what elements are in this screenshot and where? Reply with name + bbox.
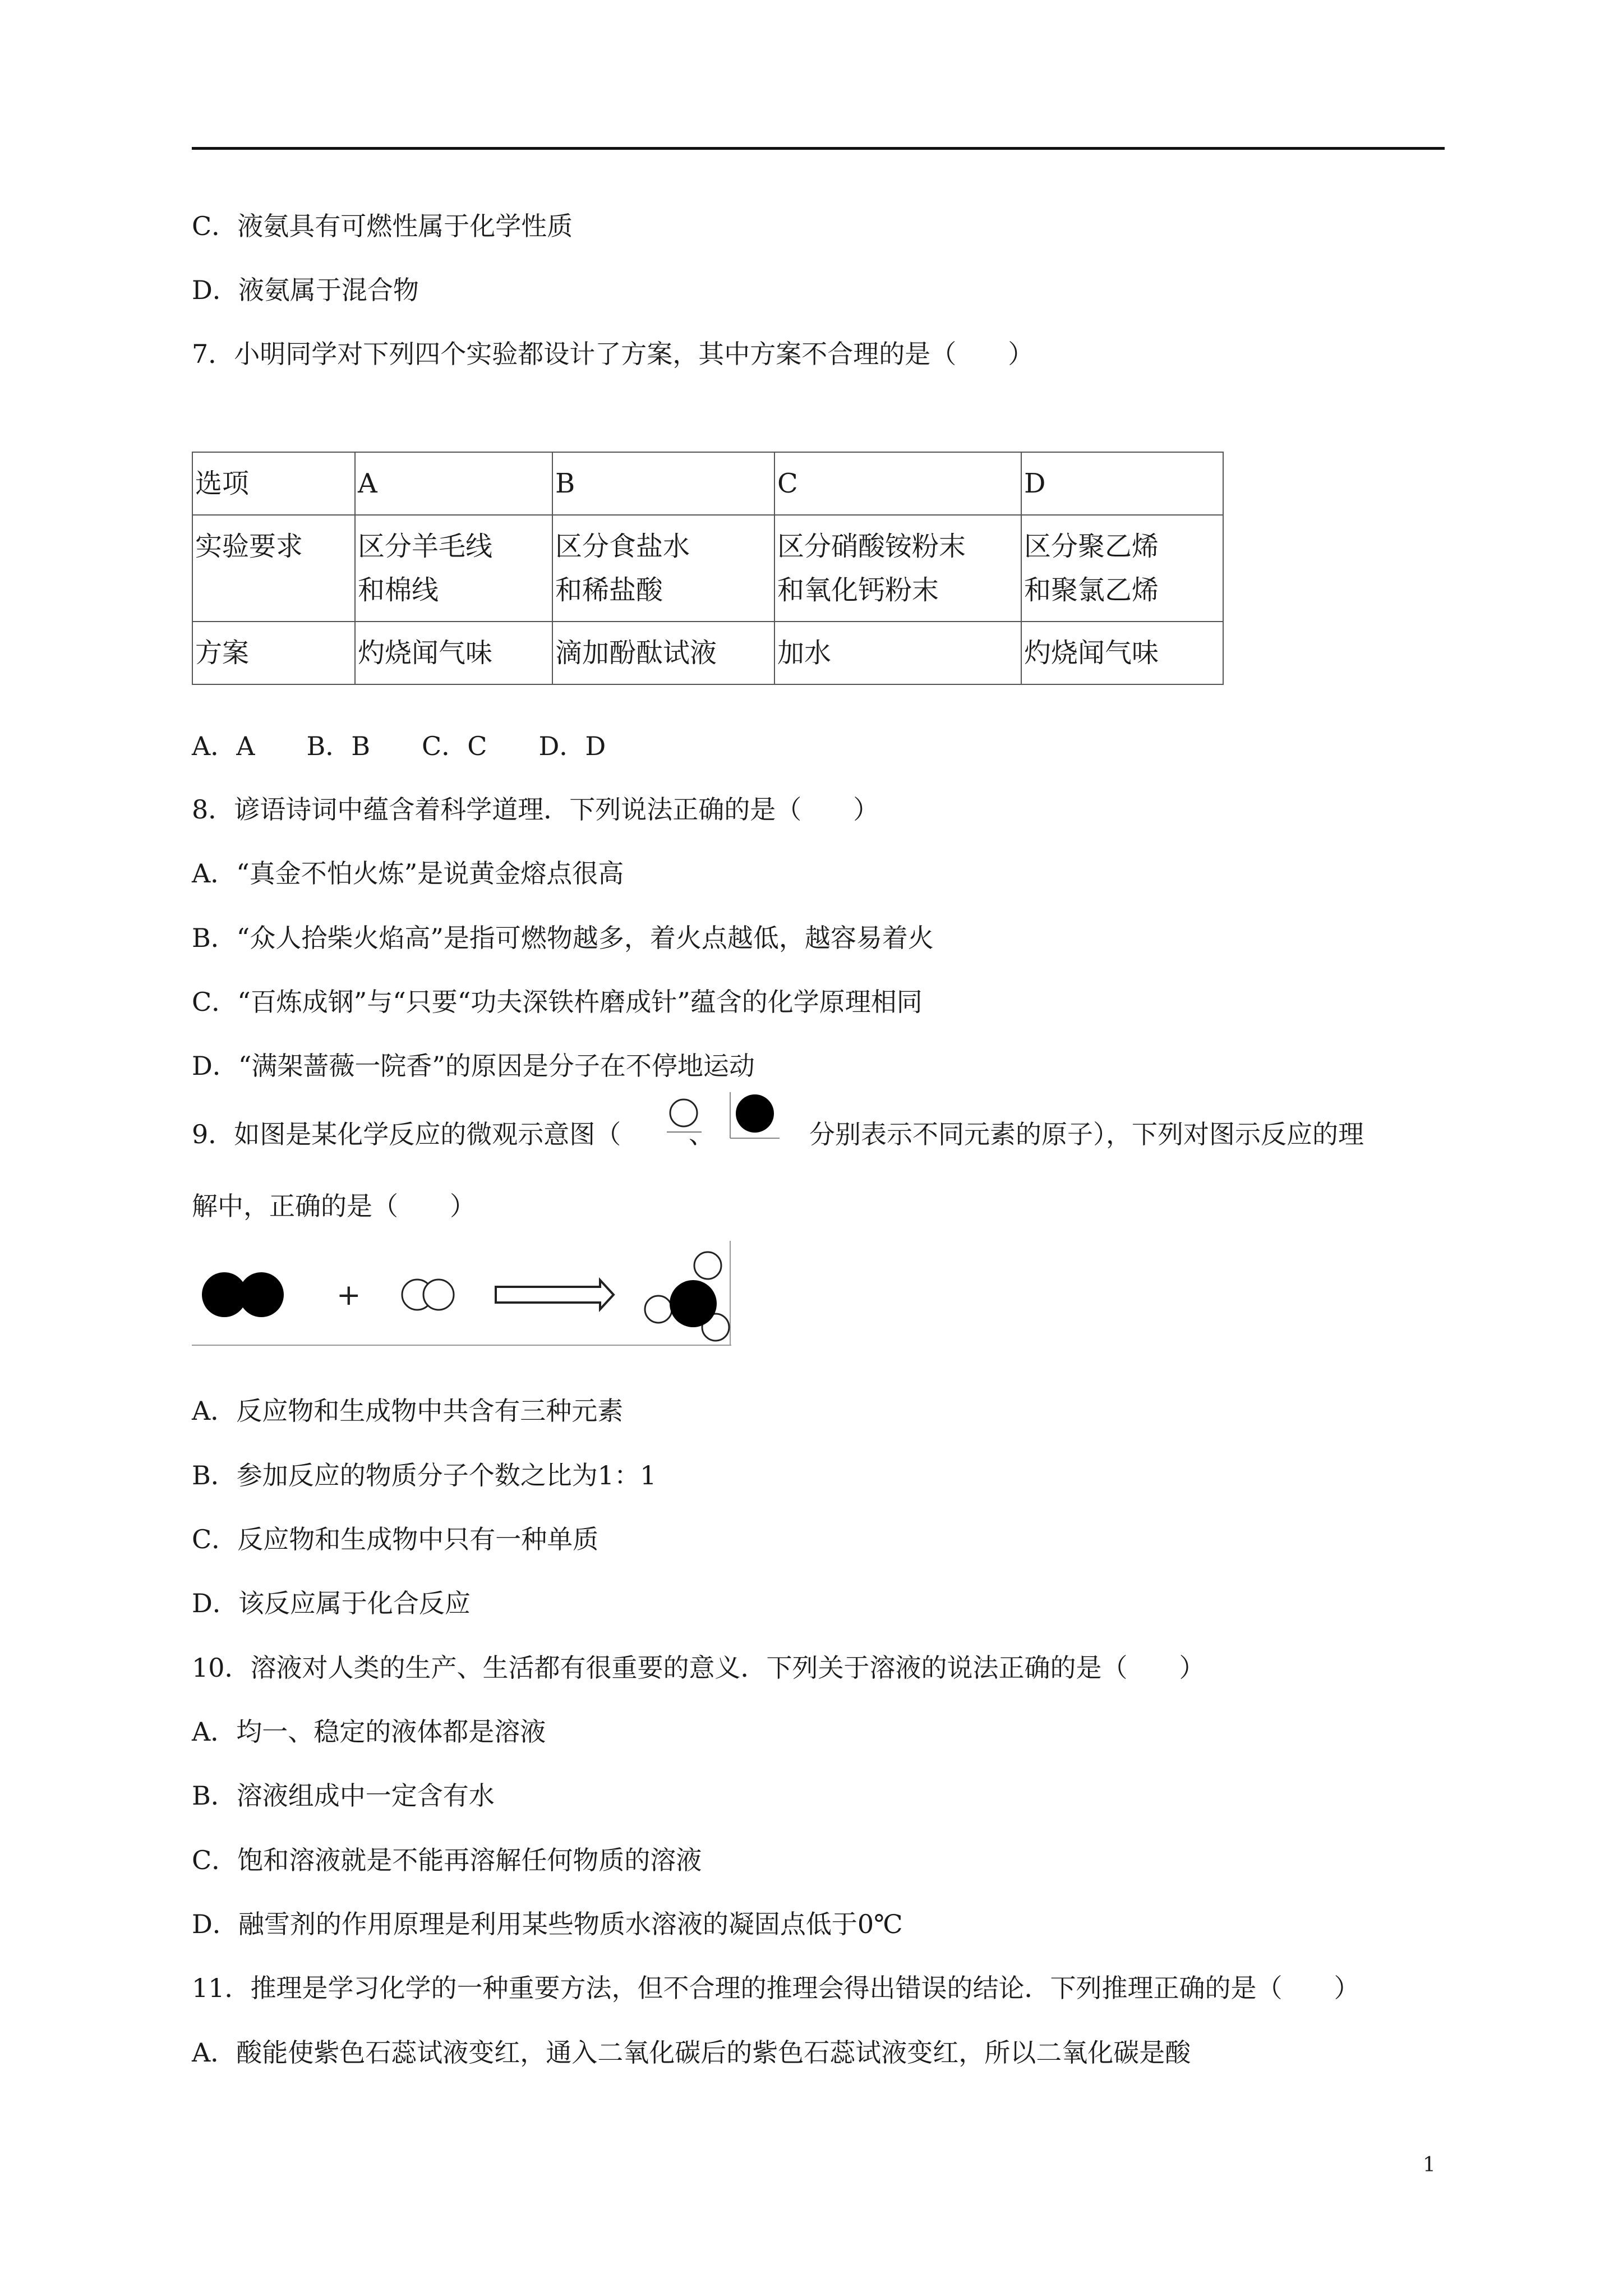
options-table [192,452,1224,685]
q9-option-a: A．反应物和生成物中共含有三种元素 [192,1396,624,1426]
plus-sign: + [336,1278,361,1312]
q11-option-a: A．酸能使紫色石蕊试液变红，通入二氧化碳后的紫色石蕊试液变红，所以二氧化碳是酸 [192,2037,1191,2068]
q9-option-b: B．参加反应的物质分子个数之比为1：1 [192,1460,657,1490]
q8-option-b: B．“众人拾柴火焰高”是指可燃物越多，着火点越低，越容易着火 [192,923,934,953]
q6-option-c: C．液氨具有可燃性属于化学性质 [192,211,573,241]
table-cell: 区分硝酸铵粉末 和氧化钙粉末 [774,515,1021,622]
table-cell: 滴加酚酞试液 [552,622,774,684]
table-row [192,515,1223,622]
q10-option-c: C．饱和溶液就是不能再溶解任何物质的溶液 [192,1845,702,1875]
question-7: 7．小明同学对下列四个实验都设计了方案，其中方案不合理的是（ ） [192,339,1034,369]
question-7-choices: A．A B．B C．C D．D [192,731,606,761]
page-number: 1 [1423,2154,1436,2177]
table-cell: 实验要求 [192,515,355,622]
question-9-cont: 解中，正确的是（ ） [192,1191,476,1221]
table-row [192,622,1223,684]
legend-separator: 、 [689,1119,714,1149]
header-rule [192,147,1445,150]
table-cell: C [774,452,1021,515]
q8-option-d: D．“满架蔷薇一院香”的原因是分子在不停地运动 [192,1051,755,1081]
question-10: 10．溶液对人类的生产、生活都有很重要的意义．下列关于溶液的说法正确的是（ ） [192,1653,1205,1683]
table-row [192,452,1223,515]
question-9-start: 9．如图是某化学反应的微观示意图（ [192,1119,621,1149]
question-11: 11．推理是学习化学的一种重要方法，但不合理的推理会得出错误的结论．下列推理正确的是（ ） [192,1973,1360,2003]
product-molecule [645,1252,729,1341]
table-cell: 区分聚乙烯 和聚氯乙烯 [1021,515,1223,622]
reaction-diagram [192,1241,731,1347]
reaction-arrow-icon [496,1280,614,1309]
table-cell: 加水 [774,622,1021,684]
q6-option-d: D．液氨属于混合物 [192,275,419,305]
table-cell: 区分食盐水 和稀盐酸 [552,515,774,622]
q8-option-a: A．“真金不怕火炼”是说黄金熔点很高 [192,858,624,889]
q9-option-c: C．反应物和生成物中只有一种单质 [192,1524,599,1554]
table-cell: D [1021,452,1223,515]
question-9-mid: 分别表示不同元素的原子），下列对图示反应的理 [809,1119,1364,1149]
table-cell: 方案 [192,622,355,684]
q10-option-b: B．溶液组成中一定含有水 [192,1780,495,1811]
q8-option-c: C．“百炼成钢”与“只要“功夫深铁杵磨成针”蕴含的化学原理相同 [192,987,923,1017]
table-cell: 灼烧闻气味 [1021,622,1223,684]
black-atom-legend-icon [729,1091,781,1140]
table-cell: 区分羊毛线 和棉线 [355,515,552,622]
q9-option-d: D．该反应属于化合反应 [192,1588,471,1618]
question-8: 8．谚语诗词中蕴含着科学道理．下列说法正确的是（ ） [192,794,879,825]
table-cell: B [552,452,774,515]
q10-option-a: A．均一、稳定的液体都是溶液 [192,1717,546,1747]
table-cell: A [355,452,552,515]
white-diatomic-molecule [402,1280,454,1310]
table-cell: 灼烧闻气味 [355,622,552,684]
black-diatomic-molecule [202,1272,284,1317]
table-cell: 选项 [192,452,355,515]
q10-option-d: D．融雪剂的作用原理是利用某些物质水溶液的凝固点低于0℃ [192,1909,903,1939]
